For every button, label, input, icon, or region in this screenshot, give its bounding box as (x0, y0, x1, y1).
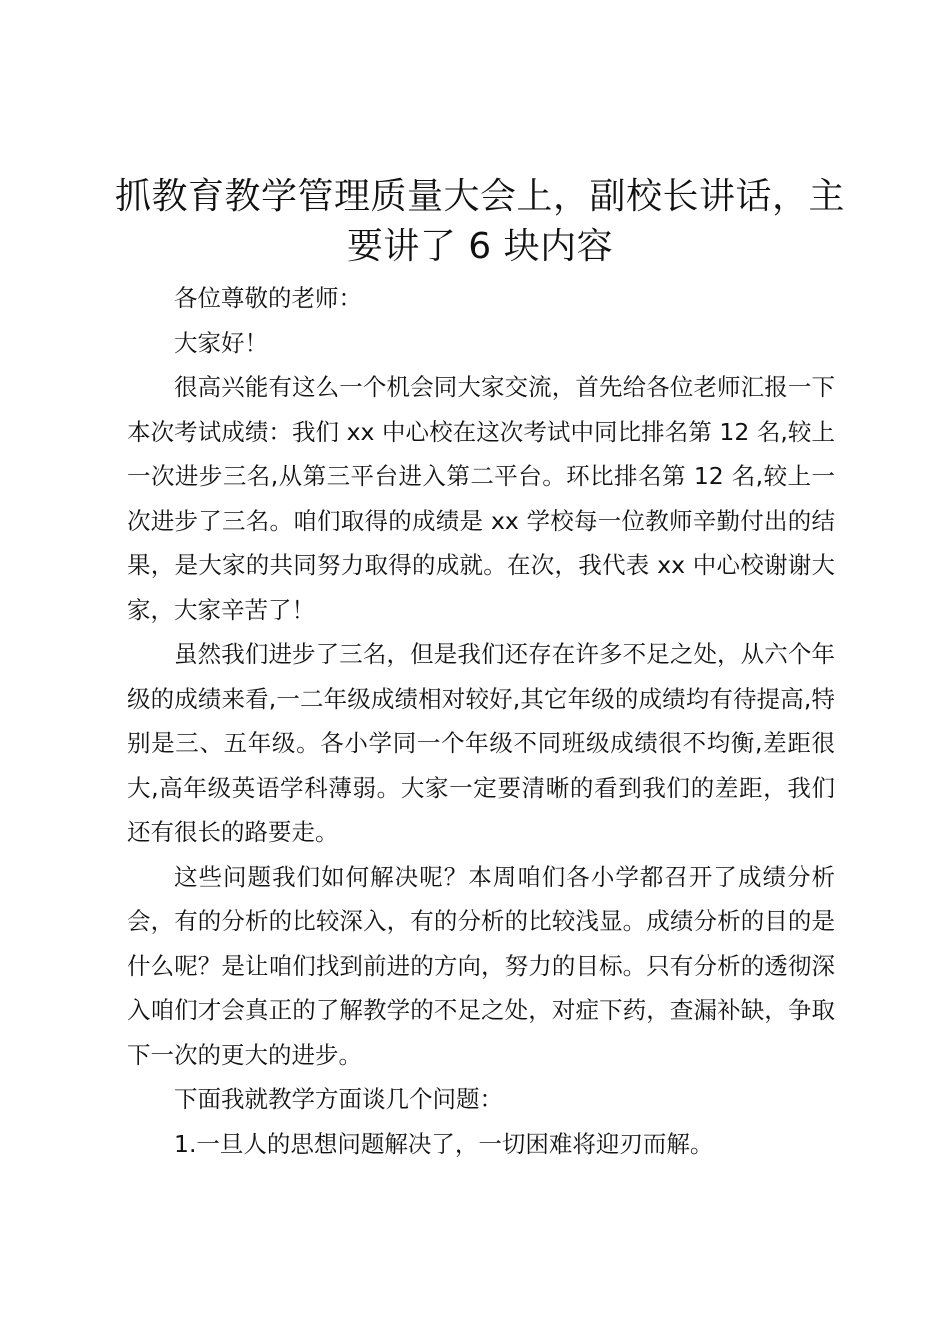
paragraph-analysis: 这些问题我们如何解决呢？本周咱们各小学都召开了成绩分析会，有的分析的比较深入，有的分析的比较浅显。成绩分析的目的是什么呢？是让咱们找到前进的方向，努力的目标。只有分析的透彻深入咱们才会真正的了解教学的不足之处，对症下药，查漏补缺，争取下一次的更大的进步。 (127, 862, 835, 1069)
salutation: 各位尊敬的老师： (174, 284, 362, 312)
paragraph-shortcomings: 虽然我们进步了三名，但是我们还存在许多不足之处，从六个年级的成绩来看,一二年级成绩相对较好,其它年级的成绩均有待提高,特别是三、五年级。各小学同一个年级不同班级成绩很不均衡,差距很大,高年级英语学科薄弱。大家一定要清晰的看到我们的差距，我们还有很长的路要走。 (127, 640, 835, 846)
paragraph-point-1: 1.一旦人的思想问题解决了，一切困难将迎刃而解。 (174, 1129, 714, 1158)
paragraph-exam-results: 很高兴能有这么一个机会同大家交流，首先给各位老师汇报一下本次考试成绩：我们 xx 中心校在这次考试中同比排名第 12 名,较上一次进步三名,从第三平台进入第二平台。环比排名第 12 名,较上一次进步了三名。咱们取得的成绩是 xx 学校每一位教师辛勤付出的结果，是大家的共同努力取得的成就。在次，我代表 xx 中心校谢谢大家，大家辛苦了！ (127, 373, 835, 624)
greeting: 大家好！ (174, 328, 268, 357)
document-title: 抓教育教学管理质量大会上，副校长讲话，主要讲了 6 块内容 (114, 176, 845, 267)
paragraph-topics-intro: 下面我就教学方面谈几个问题： (174, 1085, 503, 1113)
document-body (127, 276, 835, 1166)
